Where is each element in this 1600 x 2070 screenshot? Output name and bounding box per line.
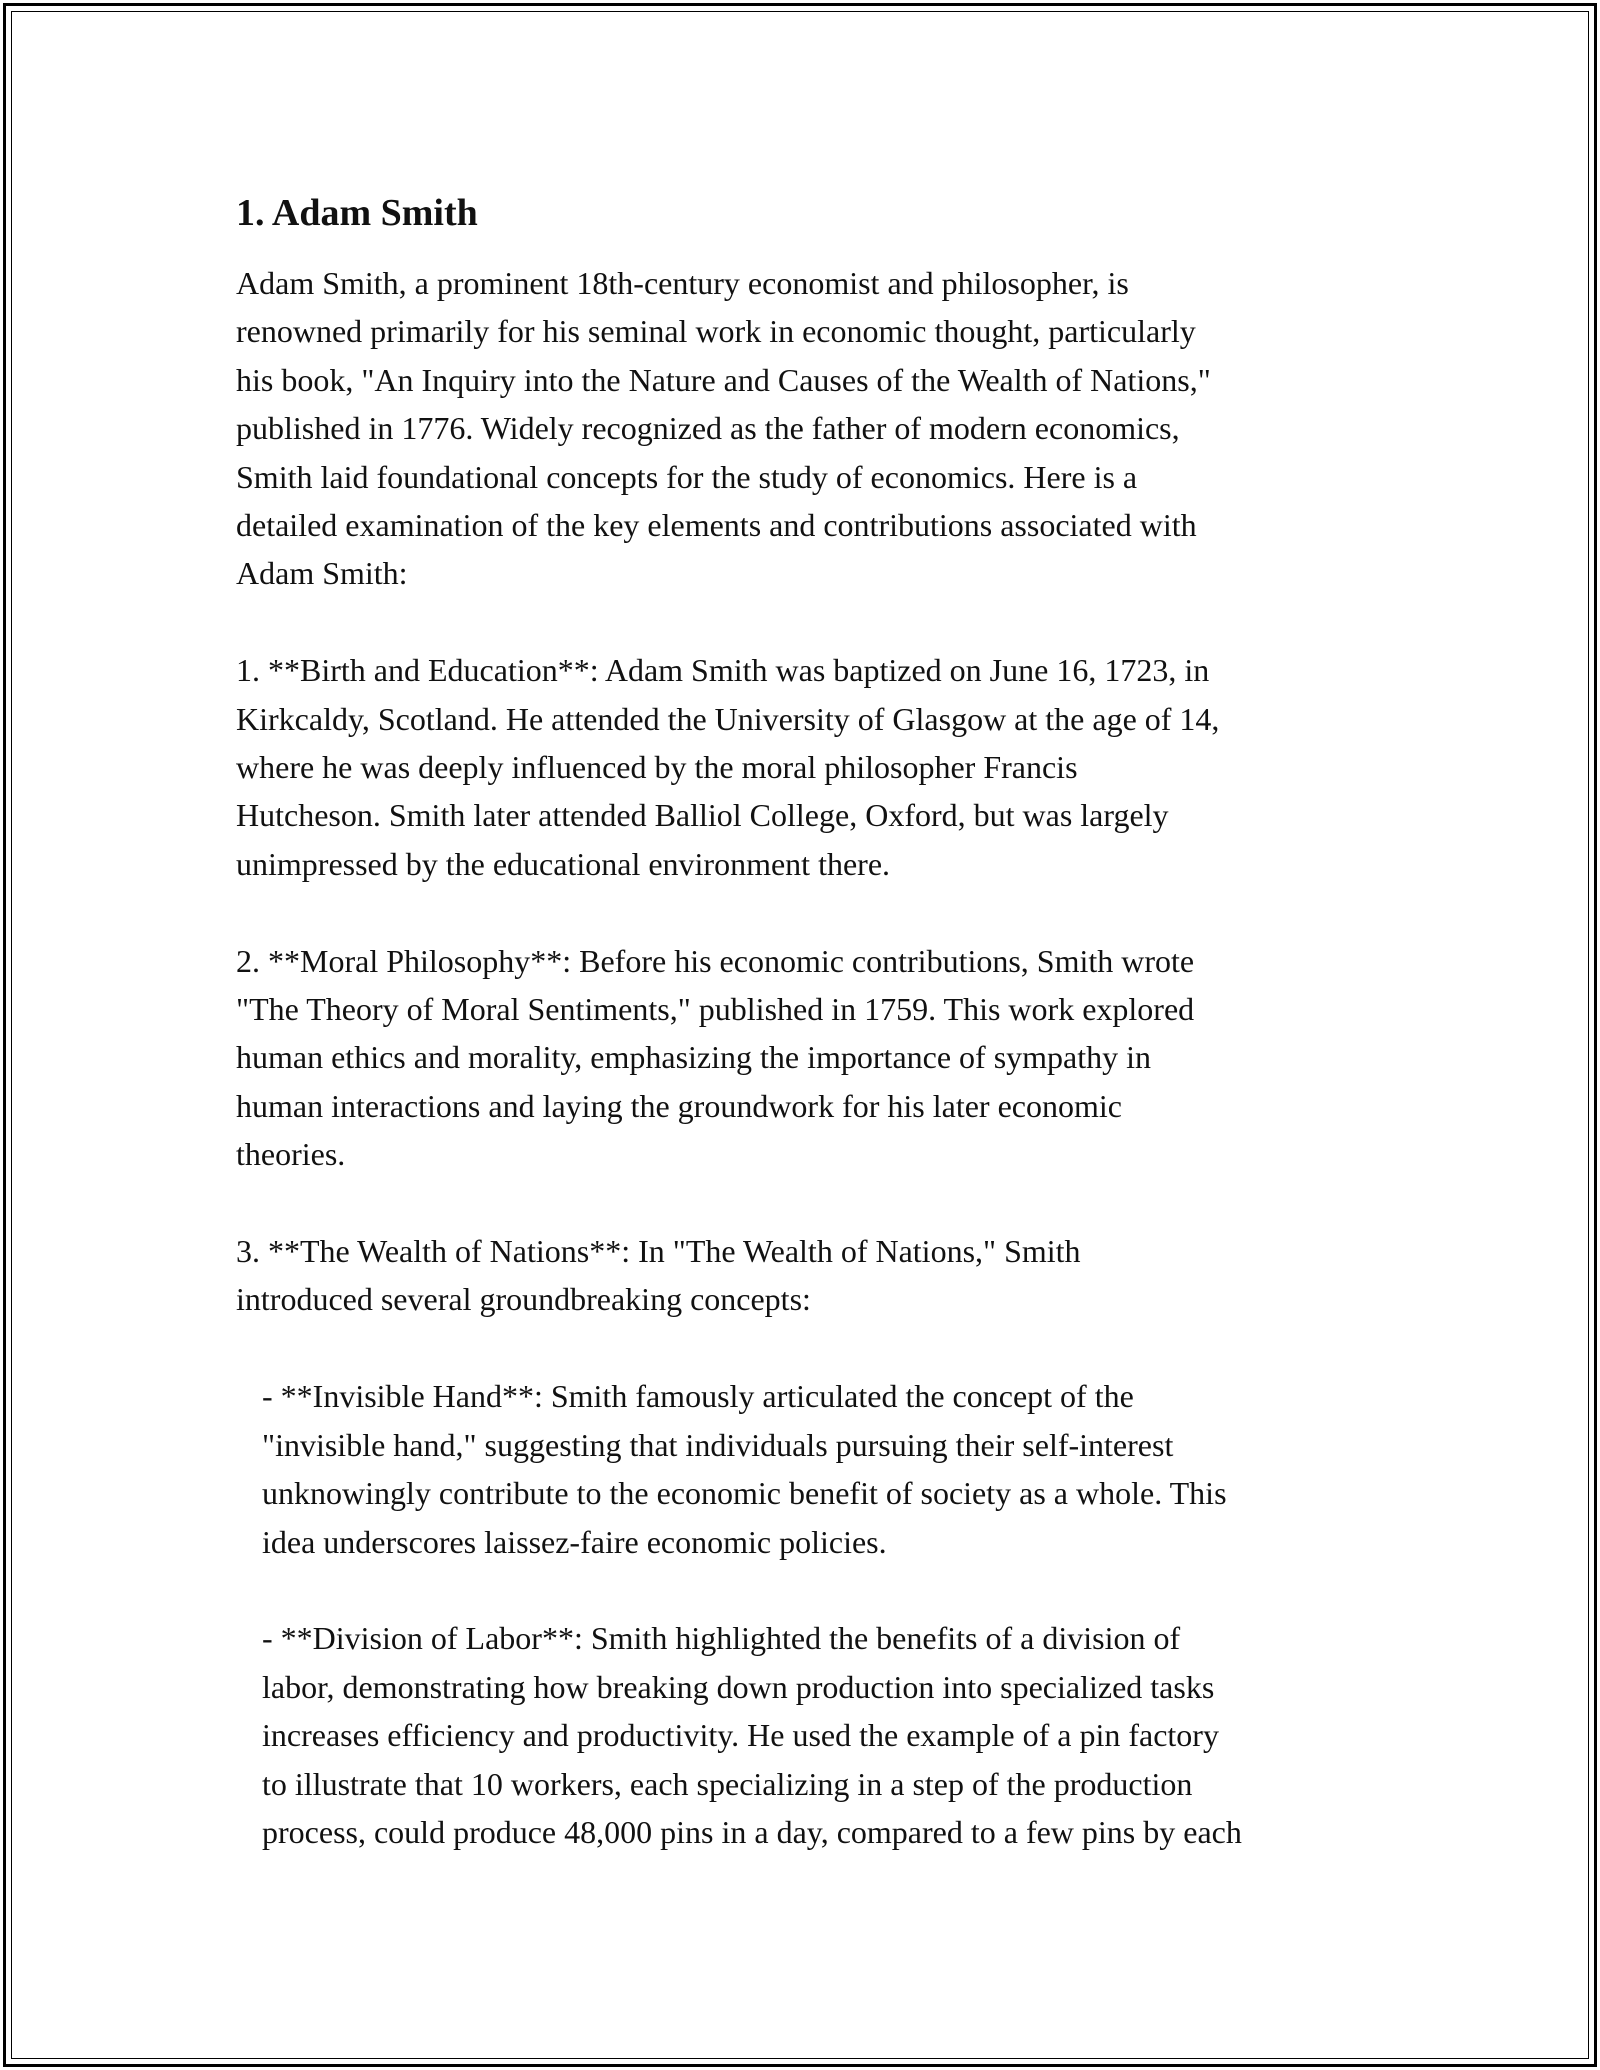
text-line: labor, demonstrating how breaking down production into specialized tasks	[262, 1668, 1215, 1705]
text-line: human interactions and laying the groundwork for his later economic	[236, 1087, 1122, 1124]
document-body	[236, 185, 1386, 1856]
document-title: 1. Adam Smith	[236, 192, 478, 234]
text-line: introduced several groundbreaking concepts:	[236, 1281, 811, 1318]
division-of-labor-paragraph	[236, 1614, 1386, 1856]
text-line: 3. **The Wealth of Nations**: In "The Wealth of Nations," Smith	[236, 1233, 1081, 1270]
text-line: 2. **Moral Philosophy**: Before his economic contributions, Smith wrote	[236, 942, 1195, 979]
text-line: detailed examination of the key elements and contributions associated with	[236, 507, 1197, 544]
text-line: unimpressed by the educational environment there.	[236, 845, 891, 882]
intro-paragraph	[236, 259, 1386, 598]
text-line: idea underscores laissez-faire economic policies.	[262, 1523, 887, 1560]
text-line: Kirkcaldy, Scotland. He attended the University of Glasgow at the age of 14,	[236, 700, 1220, 737]
text-line: theories.	[236, 1136, 346, 1173]
text-line: Smith laid foundational concepts for the study of economics. Here is a	[236, 458, 1138, 495]
text-line: Adam Smith, a prominent 18th-century economist and philosopher, is	[236, 265, 1129, 301]
text-line: - **Invisible Hand**: Smith famously articulated the concept of the	[262, 1378, 1134, 1415]
text-line: - **Division of Labor**: Smith highlighted the benefits of a division of	[262, 1620, 1181, 1657]
wealth-of-nations-paragraph	[236, 1227, 1386, 1324]
invisible-hand-paragraph	[236, 1372, 1386, 1566]
text-line: process, could produce 48,000 pins in a day, compared to a few pins by each	[262, 1813, 1242, 1850]
text-line: "The Theory of Moral Sentiments," published in 1759. This work explored	[236, 991, 1195, 1028]
birth-education-paragraph	[236, 646, 1386, 888]
text-line: human ethics and morality, emphasizing the importance of sympathy in	[236, 1039, 1152, 1076]
text-line: 1. **Birth and Education**: Adam Smith was baptized on June 16, 1723, in	[236, 652, 1210, 689]
moral-philosophy-paragraph	[236, 937, 1386, 1179]
text-line: Adam Smith:	[236, 555, 408, 592]
text-line: unknowingly contribute to the economic benefit of society as a whole. This	[262, 1475, 1227, 1512]
text-line: renowned primarily for his seminal work in economic thought, particularly	[236, 313, 1196, 350]
text-line: his book, "An Inquiry into the Nature and Causes of the Wealth of Nations,"	[236, 361, 1211, 398]
text-line: where he was deeply influenced by the moral philosopher Francis	[236, 749, 1078, 786]
text-line: published in 1776. Widely recognized as the father of modern economics,	[236, 410, 1180, 447]
text-line: Hutcheson. Smith later attended Balliol College, Oxford, but was largely	[236, 797, 1169, 834]
text-line: to illustrate that 10 workers, each specializing in a step of the production	[262, 1765, 1193, 1802]
text-line: "invisible hand," suggesting that individuals pursuing their self-interest	[262, 1426, 1174, 1463]
text-line: increases efficiency and productivity. He used the example of a pin factory	[262, 1717, 1219, 1754]
